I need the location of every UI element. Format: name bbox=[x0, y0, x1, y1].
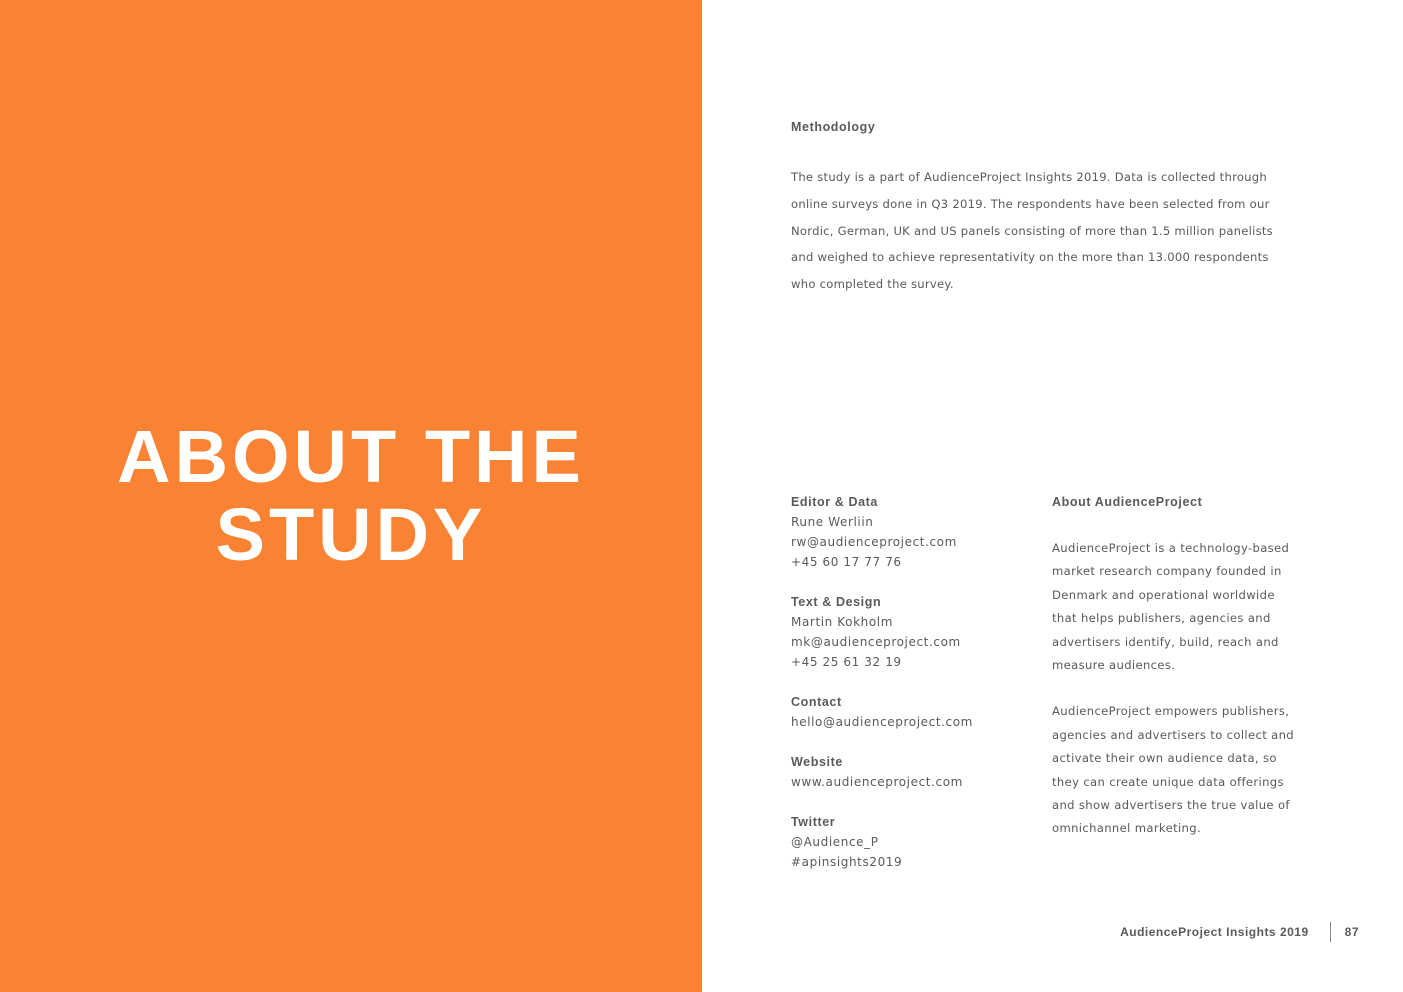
twitter-handle[interactable]: @Audience_P bbox=[791, 835, 879, 849]
about-line: omnichannel marketing. bbox=[1052, 821, 1201, 836]
page-title-line-1: ABOUT THE bbox=[117, 415, 585, 498]
about-line: activate their own audience data, so bbox=[1052, 751, 1277, 766]
editor-name: Rune Werliin bbox=[791, 515, 874, 529]
designer-name: Martin Kokholm bbox=[791, 615, 894, 629]
page-footer bbox=[1120, 922, 1359, 942]
editor-phone: +45 60 17 77 76 bbox=[791, 555, 902, 569]
about-line: AudienceProject is a technology-based bbox=[1052, 541, 1290, 555]
website-link[interactable]: www.audienceproject.com bbox=[791, 775, 963, 789]
about-line: and show advertisers the true value of bbox=[1052, 798, 1290, 813]
page-title-line-2: STUDY bbox=[215, 493, 487, 576]
contact-email[interactable]: hello@audienceproject.com bbox=[791, 715, 973, 729]
about-line: measure audiences. bbox=[1052, 658, 1176, 673]
designer-phone: +45 25 61 32 19 bbox=[791, 655, 902, 669]
design-credit bbox=[791, 592, 1031, 672]
footer-publication-label: AudienceProject Insights 2019 bbox=[1120, 925, 1309, 939]
about-line: agencies and advertisers to collect and bbox=[1052, 727, 1294, 742]
twitter-heading: Twitter bbox=[791, 815, 836, 829]
credits-column bbox=[791, 492, 1031, 892]
methodology-text bbox=[791, 164, 1311, 298]
contact-heading: Contact bbox=[791, 695, 842, 709]
methodology-line: online surveys done in Q3 2019. The respondents have been selected from our bbox=[791, 196, 1270, 211]
editor-email[interactable]: rw@audienceproject.com bbox=[791, 535, 957, 549]
about-line: advertisers identify, build, reach and bbox=[1052, 634, 1279, 649]
website-heading: Website bbox=[791, 755, 843, 769]
about-heading: About AudienceProject bbox=[1052, 495, 1203, 509]
website-credit bbox=[791, 752, 1031, 792]
methodology-heading: Methodology bbox=[791, 120, 876, 134]
methodology-line: Nordic, German, UK and US panels consisting of more than 1.5 million panelists bbox=[791, 223, 1273, 238]
contact-credit bbox=[791, 692, 1031, 732]
about-audienceproject bbox=[1052, 492, 1314, 841]
methodology-line: who completed the survey. bbox=[791, 277, 954, 292]
methodology-line: and weighed to achieve representativity on the more than 13.000 respondents bbox=[791, 250, 1269, 265]
twitter-credit bbox=[791, 812, 1031, 872]
about-line: AudienceProject empowers publishers, bbox=[1052, 704, 1290, 719]
about-line: they can create unique data offerings bbox=[1052, 774, 1284, 789]
twitter-hashtag[interactable]: #apinsights2019 bbox=[791, 855, 903, 869]
about-line: that helps publishers, agencies and bbox=[1052, 611, 1271, 626]
footer-divider bbox=[1330, 922, 1331, 942]
page-number: 87 bbox=[1344, 925, 1359, 939]
page-title bbox=[0, 415, 702, 576]
design-heading: Text & Design bbox=[791, 595, 882, 609]
about-paragraph-2 bbox=[1052, 700, 1314, 840]
about-paragraph-1 bbox=[1052, 537, 1314, 677]
editor-credit bbox=[791, 492, 1031, 572]
about-line: market research company founded in bbox=[1052, 564, 1282, 579]
about-line: Denmark and operational worldwide bbox=[1052, 587, 1275, 602]
methodology-line: The study is a part of AudienceProject Insights 2019. Data is collected through bbox=[791, 170, 1267, 184]
designer-email[interactable]: mk@audienceproject.com bbox=[791, 635, 961, 649]
editor-heading: Editor & Data bbox=[791, 495, 878, 509]
methodology-section bbox=[791, 118, 1311, 298]
